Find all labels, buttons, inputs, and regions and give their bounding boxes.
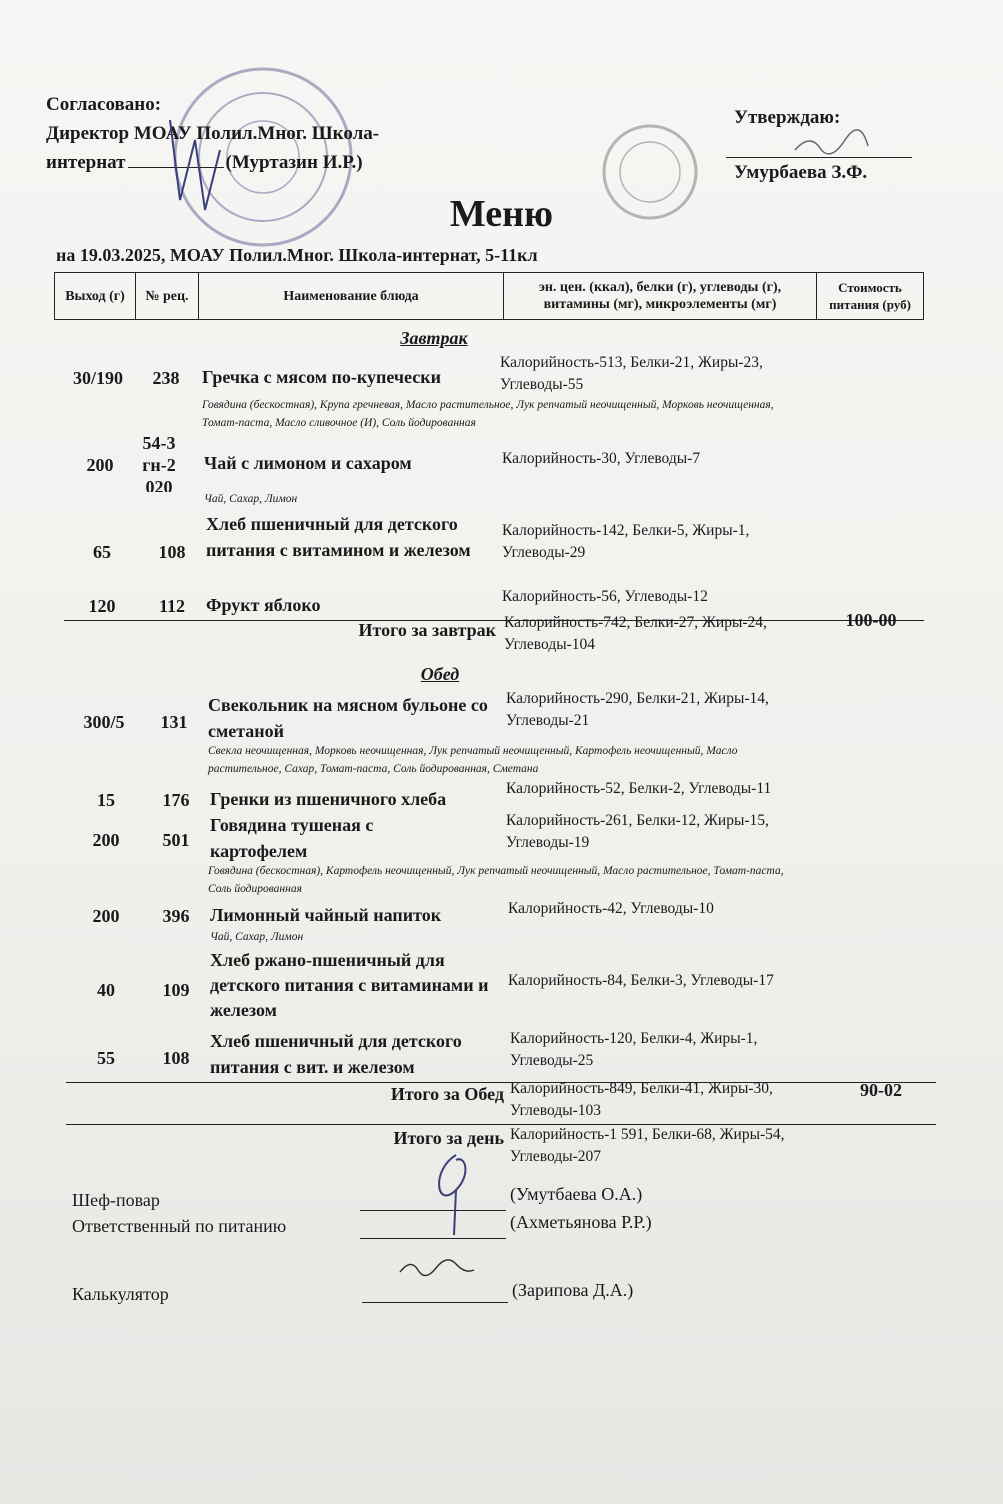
yield-cell: 65 <box>93 542 111 562</box>
approver-name: Умурбаева З.Ф. <box>734 162 868 183</box>
dish-name: Свекольник на мясном бульоне со сметаной <box>208 695 488 741</box>
breakfast-total-label: Итого за завтрак <box>358 620 496 640</box>
lunch-total-price: 90-02 <box>860 1080 902 1100</box>
breakfast-total-price: 100-00 <box>845 610 897 630</box>
yield-cell: 200 <box>86 455 114 475</box>
col-dish: Наименование блюда <box>199 273 504 320</box>
signature-name: (Умутбаева О.А.) <box>510 1184 643 1204</box>
breakfast-total-nutrition: Калорийность-742, Белки-27, Жиры-24, Углеводы-104 <box>504 614 767 653</box>
dish-name: Лимонный чайный напиток <box>210 905 442 925</box>
lunch-total-label: Итого за Обед <box>390 1084 504 1104</box>
dish-ingredients: Чай, Сахар, Лимон <box>204 493 298 505</box>
dish-nutrition: Калорийность-30, Углеводы-7 <box>502 450 701 467</box>
yield-cell: 40 <box>97 980 115 1000</box>
yield-cell: 55 <box>97 1048 115 1068</box>
dish-ingredients: Чай, Сахар, Лимон <box>210 931 304 943</box>
dish-ingredients: Свекла неочищенная, Морковь неочищенная, Лук репчатый неочищенный, Картофель неочищенный, Масло растительное, Сахар, Томат-паста, Соль йодированная, Сметана <box>208 745 738 775</box>
section-breakfast: Завтрак <box>400 328 468 348</box>
recipe-cell: 112 <box>158 596 185 616</box>
dish-nutrition: Калорийность-84, Белки-3, Углеводы-17 <box>508 972 774 989</box>
dish-name: Хлеб пшеничный для детского питания с витамином и железом <box>206 514 471 560</box>
yield-cell: 30/190 <box>72 368 123 388</box>
recipe-cell: 108 <box>162 1048 190 1068</box>
approver-signature-icon <box>790 128 870 158</box>
dish-name: Хлеб ржано-пшеничный для детского питания с витаминами и железом <box>210 950 489 1020</box>
yield-cell: 200 <box>92 906 120 926</box>
approval-position-cont: интернат <box>46 152 126 173</box>
director-name: (Муртазин И.Р.) <box>225 152 363 173</box>
dish-nutrition: Калорийность-52, Белки-2, Углеводы-11 <box>506 780 772 797</box>
signature-name: (Ахметьянова Р.Р.) <box>510 1212 652 1232</box>
approval-label: Согласовано: <box>46 94 162 115</box>
dish-nutrition: Калорийность-56, Углеводы-12 <box>502 588 708 605</box>
day-total-nutrition: Калорийность-1 591, Белки-68, Жиры-54, Углеводы-207 <box>510 1126 785 1165</box>
dish-name: Говядина тушеная с картофелем <box>210 815 374 861</box>
signature-role: Калькулятор <box>72 1284 169 1304</box>
chef-signature-icon <box>426 1150 486 1240</box>
dish-name: Гренки из пшеничного хлеба <box>210 789 447 809</box>
yield-cell: 300/5 <box>83 712 125 732</box>
signature-role: Ответственный по питанию <box>72 1216 287 1236</box>
dish-ingredients: Говядина (бескостная), Картофель неочищенный, Лук репчатый неочищенный, Масло растительное, Томат-паста, Соль йодированная <box>208 865 784 895</box>
dish-name: Чай с лимоном и сахаром <box>204 453 412 473</box>
recipe-cell: 501 <box>162 830 190 850</box>
dish-nutrition: Калорийность-42, Углеводы-10 <box>508 900 714 917</box>
table-header <box>54 272 924 320</box>
recipe-cell: 109 <box>162 980 190 1000</box>
recipe-cell: 176 <box>162 790 190 810</box>
calculator-signature-icon <box>396 1254 476 1280</box>
dish-nutrition: Калорийность-142, Белки-5, Жиры-1, Углеводы-29 <box>502 522 750 561</box>
dish-nutrition: Калорийность-513, Белки-21, Жиры-23, Углеводы-55 <box>500 354 763 393</box>
recipe-cell: 108 <box>158 542 186 562</box>
col-yield: Выход (г) <box>55 273 136 320</box>
dish-ingredients: Говядина (бескостная), Крупа гречневая, Масло растительное, Лук репчатый неочищенный, Морковь неочищенная, Томат-паста, Масло сливочное (И), Соль йодированная <box>202 399 774 429</box>
col-cost: Стоимость питания (руб) <box>817 273 924 320</box>
yield-cell: 120 <box>88 596 116 616</box>
signature-line <box>362 1302 508 1303</box>
approval-position: Директор МОАУ Полил.Мног. Школа- <box>46 123 380 144</box>
recipe-cell: 131 <box>160 712 188 732</box>
yield-cell: 15 <box>97 790 115 810</box>
col-recipe: № рец. <box>136 273 199 320</box>
page-title: Меню <box>449 193 554 235</box>
dish-nutrition: Калорийность-261, Белки-12, Жиры-15, Углеводы-19 <box>506 812 769 851</box>
approve-label: Утверждаю: <box>734 107 841 128</box>
menu-subtitle: на 19.03.2025, МОАУ Полил.Мног. Школа-интернат, 5-11кл <box>56 245 538 265</box>
recipe-cell: 54-3гн-2020 <box>142 433 176 492</box>
section-lunch: Обед <box>420 664 460 684</box>
dish-nutrition: Калорийность-290, Белки-21, Жиры-14, Углеводы-21 <box>506 690 769 729</box>
col-nutrition: эн. цен. (ккал), белки (г), углеводы (г), витамины (мг), микроэлементы (мг) <box>504 273 817 320</box>
signature-role: Шеф-повар <box>72 1190 160 1210</box>
dish-name: Хлеб пшеничный для детского питания с вит. и железом <box>210 1031 462 1077</box>
day-total-label: Итого за день <box>393 1128 504 1148</box>
recipe-cell: 238 <box>152 368 180 388</box>
dish-nutrition: Калорийность-120, Белки-4, Жиры-1, Углеводы-25 <box>510 1030 758 1069</box>
signature-name: (Зарипова Д.А.) <box>512 1280 634 1300</box>
yield-cell: 200 <box>92 830 120 850</box>
dish-name: Фрукт яблоко <box>206 595 321 615</box>
dish-name: Гречка с мясом по-купечески <box>202 367 442 387</box>
recipe-cell: 396 <box>162 906 190 926</box>
lunch-total-nutrition: Калорийность-849, Белки-41, Жиры-30, Углеводы-103 <box>510 1080 773 1119</box>
